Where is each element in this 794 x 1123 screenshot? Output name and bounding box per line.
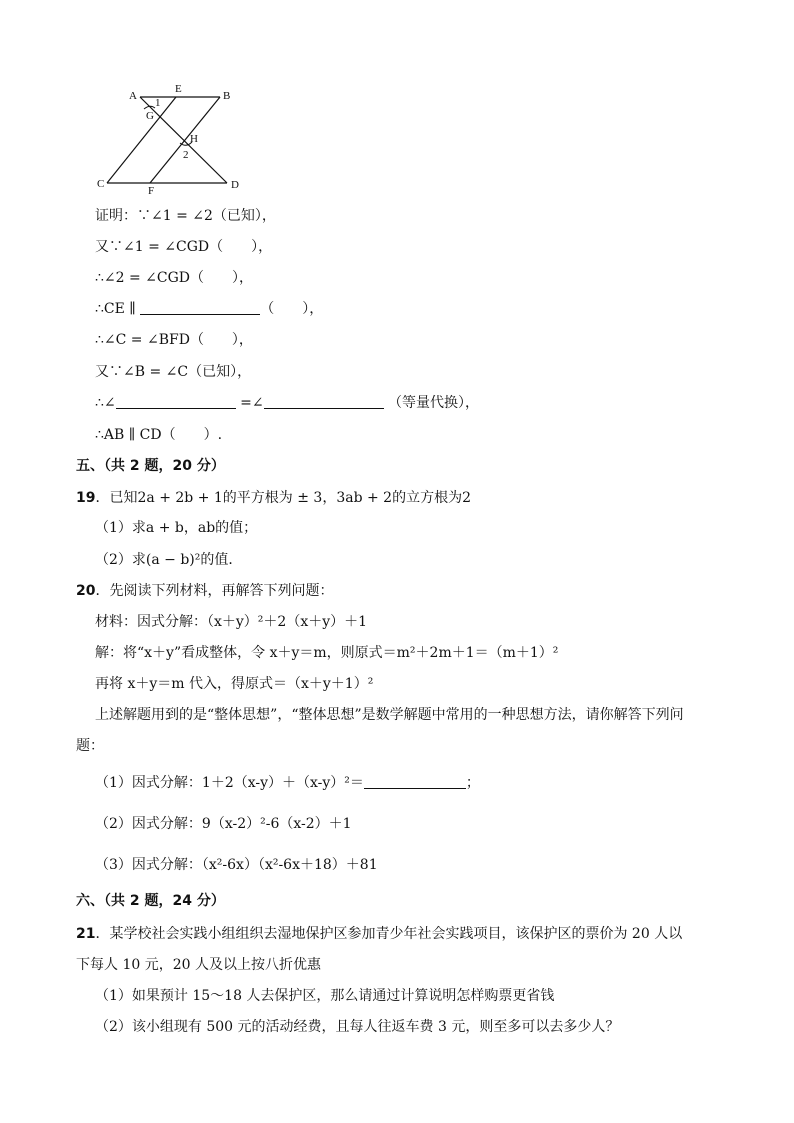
label-g: G [146,110,154,122]
proof-line-4 [95,299,323,319]
label-angle-2: 2 [183,149,189,161]
label-d: D [231,179,239,191]
question-20-part-1-text: （1）因式分解：1＋2（x-y）＋（x-y）²＝ [95,775,364,791]
question-number: 19 [76,490,96,506]
question-19-part-1: （1）求a + b，ab的值； [95,520,258,536]
proof-line-7-middle: =∠ [235,395,264,411]
question-20-part-1 [95,773,480,793]
label-e: E [175,83,182,95]
section-six-heading: 六、（共 2 题，24 分） [76,893,225,909]
answer-blank[interactable] [116,394,236,409]
proof-line-4-suffix: （ ）， [260,301,324,317]
label-f: F [148,185,155,197]
question-text: ．某学校社会实践小组组织去湿地保护区参加青少年社会实践项目，该保护区的票价为 20 人以 [95,926,683,942]
segment-bf [150,97,220,183]
question-20-part-2: （2）因式分解：9（x-2）²-6（x-2）＋1 [95,816,352,832]
section-five-heading: 五、（共 2 题，20 分） [76,458,225,474]
proof-line-4-prefix: ∴CE ∥ [95,301,141,317]
label-b: B [223,90,231,102]
proof-line-5: ∴∠C = ∠BFD（ ）， [95,332,253,348]
material-line-2: 解：将“x＋y”看成整体，令 x＋y＝m，则原式＝m²＋2m＋1＝（m＋1）² [95,645,559,661]
question-21-stem-line-2: 下每人 10 元，20 人及以上按八折优惠 [76,957,321,973]
angle-1-arc [144,106,155,109]
label-a: A [129,90,137,102]
proof-line-8: ∴AB ∥ CD（ ）. [95,427,223,443]
label-h: H [190,133,198,145]
question-number: 21 [76,926,96,942]
question-20-part-3: （3）因式分解：（x²-6x）（x²-6x＋18）＋81 [95,857,378,873]
question-21-part-2: （2）该小组现有 500 元的活动经费，且每人往返车费 3 元，则至多可以去多少人？ [95,1019,620,1035]
segment-ce [107,97,176,183]
proof-line-1: 证明：∵∠1 = ∠2（已知）， [95,208,276,224]
material-line-3: 再将 x＋y＝m 代入，得原式＝（x＋y＋1）² [95,676,374,692]
question-number: 20 [76,583,96,599]
geometry-figure [92,80,252,198]
proof-line-6: 又∵∠B = ∠C（已知）， [95,364,252,380]
proof-line-7 [95,393,479,413]
proof-line-3: ∴∠2 = ∠CGD（ ）， [95,270,254,286]
question-19-stem [76,488,471,508]
question-20-part-1-end: ； [465,775,480,791]
question-text: ．已知2a + 2b + 1的平方根为 ± 3，3ab + 2的立方根为2 [95,490,471,506]
label-angle-1: 1 [155,97,161,109]
material-line-1: 材料：因式分解：（x＋y）²＋2（x＋y）＋1 [95,614,368,630]
question-19-part-2: （2）求(a − b)²的值． [95,552,243,568]
answer-blank[interactable] [140,300,260,315]
question-21-stem-line-1 [76,924,682,944]
question-21-part-1: （1）如果预计 15～18 人去保护区，那么请通过计算说明怎样购票更省钱 [95,988,555,1004]
material-line-4: 上述解题用到的是“整体思想”，“整体思想”是数学解题中常用的一种思想方法，请你解答下列问 [95,707,684,723]
answer-blank[interactable] [364,774,466,789]
question-20-stem [76,581,333,601]
proof-line-7-prefix: ∴∠ [95,395,116,411]
material-line-5: 题： [76,738,104,754]
proof-line-7-suffix: （等量代换）， [383,395,480,411]
answer-blank[interactable] [264,394,384,409]
label-c: C [97,178,105,190]
proof-line-2: 又∵∠1 = ∠CGD（ ）， [95,239,273,255]
question-text: ．先阅读下列材料，再解答下列问题： [95,583,334,599]
parallel-lines-diagram [92,80,252,198]
